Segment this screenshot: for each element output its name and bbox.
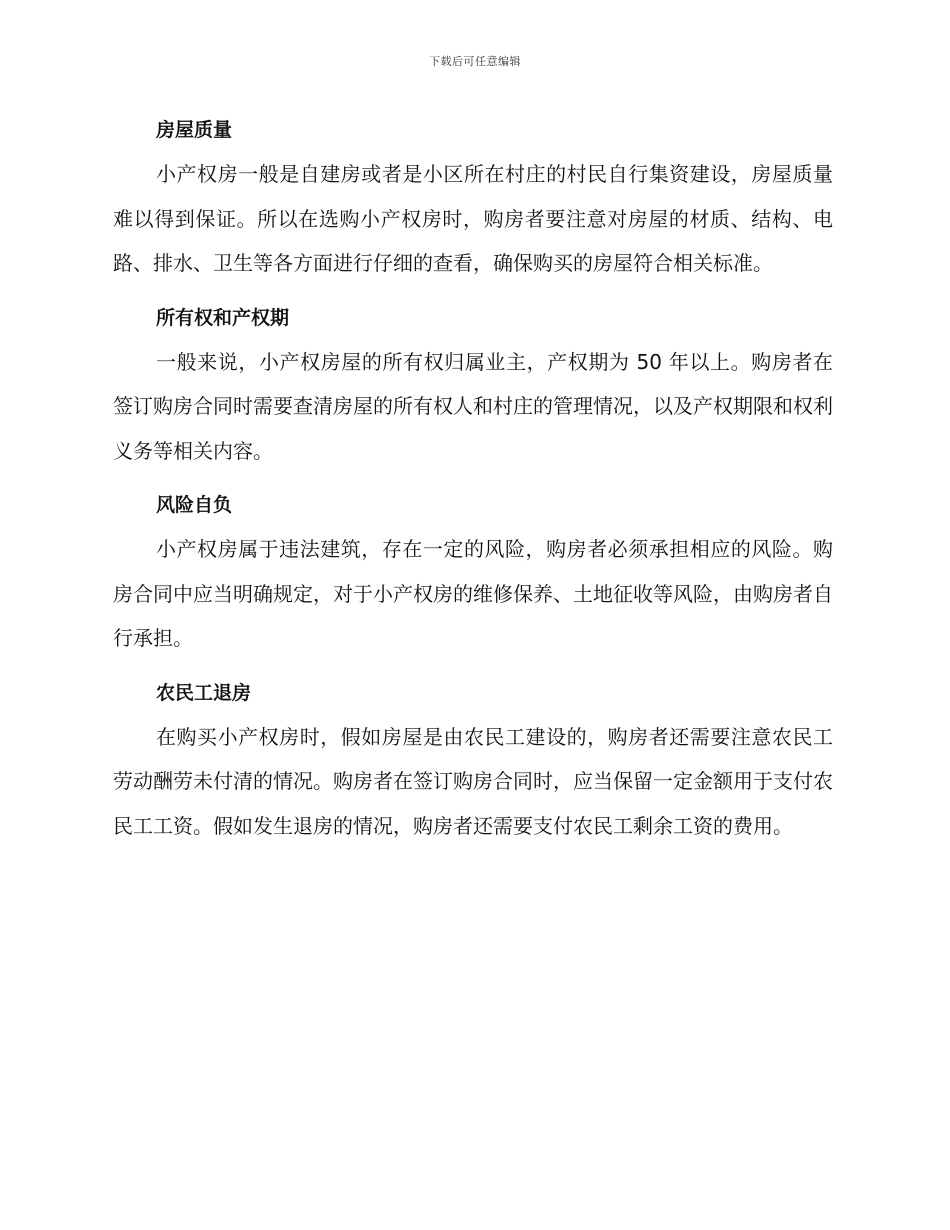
section-paragraph: 在购买小产权房时，假如房屋是由农民工建设的，购房者还需要注意农民工劳动酬劳未付清的情况。购房者在签订购房合同时，应当保留一定金额用于支付农民工工资。假如发生退房的情况，购房者还需要支付农民工剩余工资的费用。 [113, 724, 833, 838]
section-paragraph: 小产权房属于违法建筑，存在一定的风险，购房者必须承担相应的风险。购房合同中应当明确规定，对于小产权房的维修保养、土地征收等风险，由购房者自行承担。 [113, 537, 833, 650]
section-paragraph: 一般来说，小产权房屋的所有权归属业主，产权期为 50 年以上。购房者在签订购房合同时需要查清房屋的所有权人和村庄的管理情况，以及产权期限和权利义务等相关内容。 [113, 349, 833, 463]
section-title: 房屋质量 [156, 119, 233, 141]
section-migrant-workers [113, 671, 833, 849]
section-paragraph: 小产权房一般是自建房或者是小区所在村庄的村民自行集资建设，房屋质量难以得到保证。所以在选购小产权房时，购房者要注意对房屋的材质、结构、电路、排水、卫生等各方面进行仔细的查看，确保购买的房屋符合相关标准。 [113, 162, 833, 275]
section-housing-quality [113, 108, 833, 286]
document-content [113, 108, 833, 858]
page-header: 下载后可任意编辑 [429, 55, 521, 68]
section-title: 农民工退房 [156, 681, 252, 704]
section-risk [113, 483, 833, 661]
section-title: 所有权和产权期 [156, 306, 290, 329]
section-title: 风险自负 [156, 494, 233, 516]
section-ownership-term [113, 296, 833, 474]
